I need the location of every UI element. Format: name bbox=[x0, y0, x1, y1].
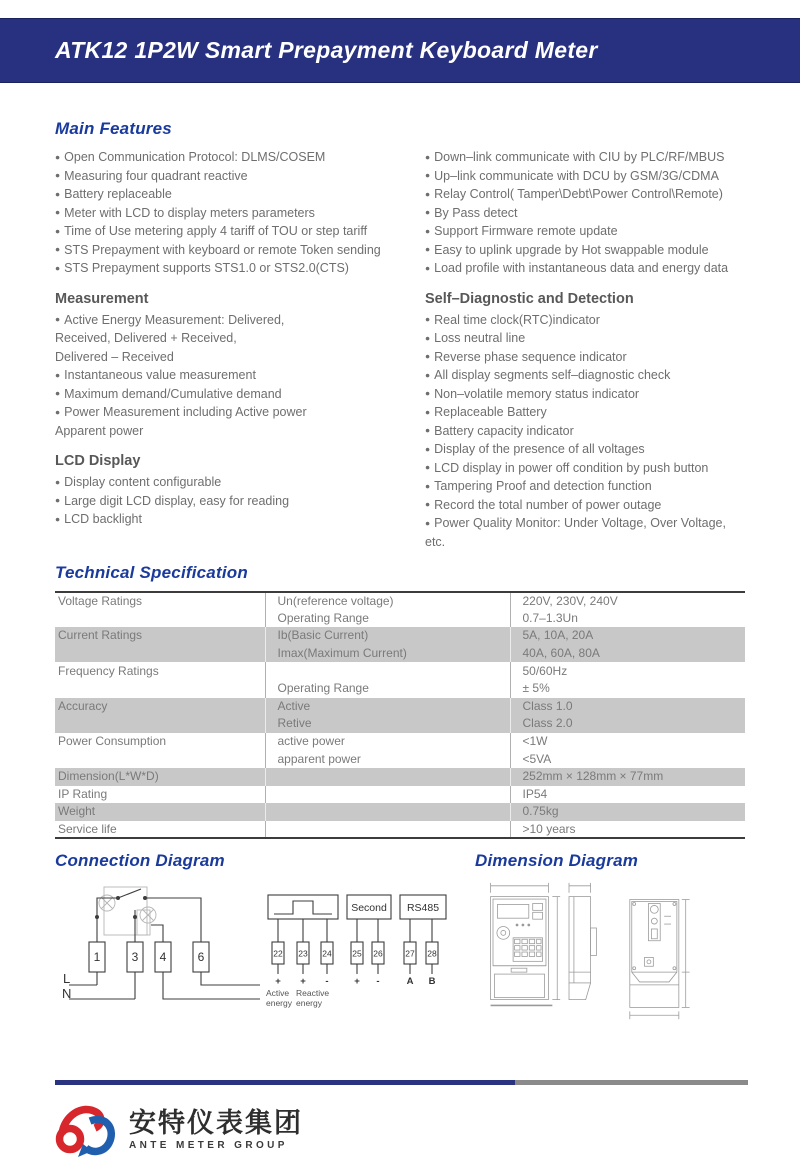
bullet-item: ● Non–volatile memory status indicator bbox=[425, 386, 745, 405]
spec-cell: Operating Range bbox=[265, 610, 510, 628]
spec-cell: 40A, 60A, 80A bbox=[510, 645, 745, 663]
svg-text:+: + bbox=[354, 976, 360, 988]
spec-cell: Power Consumption bbox=[58, 734, 167, 749]
dimension-diagram bbox=[475, 877, 765, 1029]
line-label-l: L bbox=[63, 971, 71, 987]
meter-back-view bbox=[630, 900, 690, 1020]
svg-text:28: 28 bbox=[427, 948, 437, 959]
svg-text:-: - bbox=[325, 976, 329, 988]
spec-cell: 50/60Hz bbox=[510, 662, 745, 680]
svg-text:22: 22 bbox=[273, 948, 283, 959]
spec-row bbox=[55, 715, 745, 733]
right-column bbox=[425, 149, 745, 551]
bullet-item: ● Power Quality Monitor: Under Voltage, Over Voltage, etc. bbox=[425, 515, 745, 551]
bullet-item: Received, Delivered + Received, bbox=[55, 331, 237, 345]
logo-chinese-name: 安特仪表集团 bbox=[129, 1107, 303, 1138]
connection-diagram-heading: Connection Diagram bbox=[55, 851, 225, 871]
bullet-item: ● Load profile with instantaneous data and energy data bbox=[425, 260, 745, 279]
bullet-item: ● Maximum demand/Cumulative demand bbox=[55, 386, 425, 405]
technical-specification-heading: Technical Specification bbox=[55, 563, 248, 582]
spec-cell: Operating Range bbox=[265, 680, 510, 698]
bullet-item: ● By Pass detect bbox=[425, 205, 745, 224]
spec-row bbox=[55, 627, 745, 645]
spec-cell bbox=[265, 786, 510, 804]
spec-cell: Accuracy bbox=[58, 698, 108, 713]
spec-cell: Un(reference voltage) bbox=[265, 592, 510, 610]
spec-row bbox=[55, 645, 745, 663]
spec-cell: 0.75kg bbox=[510, 803, 745, 821]
bullet-item: ● Up–link communicate with DCU by GSM/3G/CDMA bbox=[425, 168, 745, 187]
spec-cell: Active bbox=[265, 698, 510, 716]
spec-cell: Voltage Ratings bbox=[58, 593, 143, 608]
bullet-item: ● Real time clock(RTC)indicator bbox=[425, 312, 745, 331]
footer-divider-gray bbox=[515, 1080, 748, 1085]
bullet-item: ● All display segments self–diagnostic check bbox=[425, 367, 745, 386]
svg-text:27: 27 bbox=[405, 948, 415, 959]
spec-cell bbox=[55, 645, 265, 663]
main-features-right-list bbox=[425, 149, 745, 279]
self-diagnostic-list bbox=[425, 312, 745, 552]
svg-text:Active: Active bbox=[266, 988, 290, 999]
meter-front-view bbox=[491, 883, 561, 1006]
spec-cell: ± 5% bbox=[510, 680, 745, 698]
bullet-item: ● Active Energy Measurement: Delivered, bbox=[55, 312, 425, 331]
svg-text:23: 23 bbox=[298, 948, 308, 959]
title-banner bbox=[0, 18, 800, 83]
svg-text:A: A bbox=[406, 976, 414, 988]
connection-diagram-block bbox=[55, 851, 475, 1034]
bullet-item: Delivered – Received bbox=[55, 349, 174, 364]
spec-cell bbox=[55, 715, 265, 733]
svg-text:24: 24 bbox=[322, 948, 332, 959]
bullet-item: ● Easy to uplink upgrade by Hot swappable module bbox=[425, 242, 745, 261]
svg-text:energy: energy bbox=[296, 998, 322, 1009]
spec-cell bbox=[265, 662, 510, 680]
spec-cell: Dimension(L*W*D) bbox=[58, 769, 159, 784]
bullet-item: ● Display content configurable bbox=[55, 474, 425, 493]
svg-text:Reactive: Reactive bbox=[296, 988, 330, 999]
svg-text:-: - bbox=[376, 976, 380, 988]
svg-text:+: + bbox=[300, 976, 306, 988]
svg-text:energy: energy bbox=[266, 998, 292, 1009]
svg-text:6: 6 bbox=[197, 950, 205, 965]
bullet-item: ● Battery capacity indicator bbox=[425, 423, 745, 442]
left-column bbox=[55, 149, 425, 551]
meter-side-view bbox=[569, 883, 596, 1000]
self-diagnostic-heading: Self–Diagnostic and Detection bbox=[425, 290, 634, 307]
spec-cell bbox=[55, 680, 265, 698]
spec-cell: Class 2.0 bbox=[510, 715, 745, 733]
bullet-item: ● Power Measurement including Active power bbox=[55, 404, 425, 423]
page-title: ATK12 1P2W Smart Prepayment Keyboard Meter bbox=[55, 37, 598, 63]
page-content bbox=[0, 119, 800, 1034]
measurement-list bbox=[55, 312, 425, 442]
spec-row bbox=[55, 821, 745, 839]
terminal-numbers-left bbox=[94, 950, 205, 964]
bullet-item: ● Measuring four quadrant reactive bbox=[55, 168, 425, 187]
spec-cell: <1W bbox=[510, 733, 745, 751]
main-features-left-list bbox=[55, 149, 425, 279]
spec-row bbox=[55, 610, 745, 628]
bullet-item: ● Instantaneous value measurement bbox=[55, 367, 425, 386]
svg-text:26: 26 bbox=[373, 948, 383, 959]
spec-cell: Current Ratings bbox=[58, 628, 143, 643]
spec-row bbox=[55, 733, 745, 751]
dimension-diagram-block bbox=[475, 851, 765, 1034]
pulse-icon bbox=[274, 901, 332, 914]
bullet-item: ● STS Prepayment with keyboard or remote Token sending bbox=[55, 242, 425, 261]
terminal-numbers-right bbox=[273, 949, 437, 959]
spec-cell: Service life bbox=[58, 821, 117, 836]
spec-cell: <5VA bbox=[510, 750, 745, 768]
spec-cell bbox=[265, 821, 510, 839]
bullet-item: Apparent power bbox=[55, 423, 144, 438]
terminal-boxes-left bbox=[89, 942, 209, 972]
spec-cell: IP Rating bbox=[58, 786, 108, 801]
spec-row bbox=[55, 698, 745, 716]
spec-table-body bbox=[55, 592, 745, 838]
spec-cell: Frequency Ratings bbox=[58, 663, 159, 678]
footer-divider-blue bbox=[55, 1080, 515, 1085]
bullet-item: ● LCD backlight bbox=[55, 511, 425, 530]
spec-cell bbox=[265, 803, 510, 821]
svg-text:4: 4 bbox=[159, 950, 167, 965]
footer-logo bbox=[55, 1100, 800, 1158]
spec-cell: 0.7–1.3Un bbox=[510, 610, 745, 628]
spec-cell: Class 1.0 bbox=[510, 698, 745, 716]
spec-cell: Retive bbox=[265, 715, 510, 733]
spec-cell: 220V, 230V, 240V bbox=[510, 592, 745, 610]
bullet-item: ● Record the total number of power outage bbox=[425, 497, 745, 516]
spec-cell bbox=[55, 750, 265, 768]
bullet-item: ● Meter with LCD to display meters parameters bbox=[55, 205, 425, 224]
polarity-labels bbox=[275, 976, 435, 987]
spec-row bbox=[55, 662, 745, 680]
energy-labels bbox=[266, 988, 329, 1008]
svg-text:3: 3 bbox=[131, 950, 139, 965]
svg-text:25: 25 bbox=[352, 948, 362, 959]
spec-row bbox=[55, 750, 745, 768]
spec-cell: 252mm × 128mm × 77mm bbox=[510, 768, 745, 786]
ante-logo-icon bbox=[55, 1100, 121, 1158]
bullet-item: ● Loss neutral line bbox=[425, 330, 745, 349]
spec-row bbox=[55, 768, 745, 786]
logo-english-name: ANTE METER GROUP bbox=[129, 1139, 288, 1151]
dimension-diagram-heading: Dimension Diagram bbox=[475, 851, 639, 871]
datasheet-page bbox=[0, 18, 800, 1149]
bullet-item: ● Down–link communicate with CIU by PLC/RF/MBUS bbox=[425, 149, 745, 168]
spec-row bbox=[55, 592, 745, 610]
bullet-item: ● Open Communication Protocol: DLMS/COSEM bbox=[55, 149, 425, 168]
bullet-item: ● Battery replaceable bbox=[55, 186, 425, 205]
bullet-item: ● Reverse phase sequence indicator bbox=[425, 349, 745, 368]
spec-cell: >10 years bbox=[510, 821, 745, 839]
bullet-item: ● Tampering Proof and detection function bbox=[425, 478, 745, 497]
bullet-item: ● Large digit LCD display, easy for reading bbox=[55, 493, 425, 512]
second-box-label: Second bbox=[351, 902, 387, 915]
spec-row bbox=[55, 803, 745, 821]
spec-row bbox=[55, 680, 745, 698]
spec-cell: Ib(Basic Current) bbox=[265, 627, 510, 645]
rs485-box-label: RS485 bbox=[406, 902, 440, 915]
spec-cell: apparent power bbox=[265, 750, 510, 768]
lcd-display-list bbox=[55, 474, 425, 530]
spec-cell: IP54 bbox=[510, 786, 745, 804]
spec-cell: Imax(Maximum Current) bbox=[265, 645, 510, 663]
main-features-heading: Main Features bbox=[55, 119, 172, 138]
spec-cell bbox=[55, 610, 265, 628]
spec-cell bbox=[265, 768, 510, 786]
svg-text:B: B bbox=[428, 976, 436, 988]
svg-text:+: + bbox=[275, 976, 281, 988]
svg-text:1: 1 bbox=[93, 950, 101, 965]
feature-columns bbox=[55, 149, 745, 551]
bullet-item: ● Support Firmware remote update bbox=[425, 223, 745, 242]
lcd-display-heading: LCD Display bbox=[55, 453, 141, 469]
bullet-item: ● LCD display in power off condition by push button bbox=[425, 460, 745, 479]
logo-text bbox=[129, 1108, 303, 1151]
spec-row bbox=[55, 786, 745, 804]
spec-cell: active power bbox=[265, 733, 510, 751]
bullet-item: ● Replaceable Battery bbox=[425, 404, 745, 423]
page-footer bbox=[0, 1080, 800, 1158]
bullet-item: ● Display of the presence of all voltages bbox=[425, 441, 745, 460]
spec-cell: 5A, 10A, 20A bbox=[510, 627, 745, 645]
diagrams-row bbox=[55, 851, 745, 1034]
bullet-item: ● Relay Control( Tamper\Debt\Power Control\Remote) bbox=[425, 186, 745, 205]
spec-table bbox=[55, 591, 745, 839]
bullet-item: ● Time of Use metering apply 4 tariff of TOU or step tariff bbox=[55, 223, 425, 242]
spec-cell: Weight bbox=[58, 804, 96, 819]
bullet-item: ● STS Prepayment supports STS1.0 or STS2.0(CTS) bbox=[55, 260, 425, 279]
connection-diagram bbox=[55, 877, 475, 1029]
measurement-heading: Measurement bbox=[55, 290, 149, 307]
footer-divider bbox=[55, 1080, 748, 1085]
line-label-n: N bbox=[62, 986, 72, 1002]
